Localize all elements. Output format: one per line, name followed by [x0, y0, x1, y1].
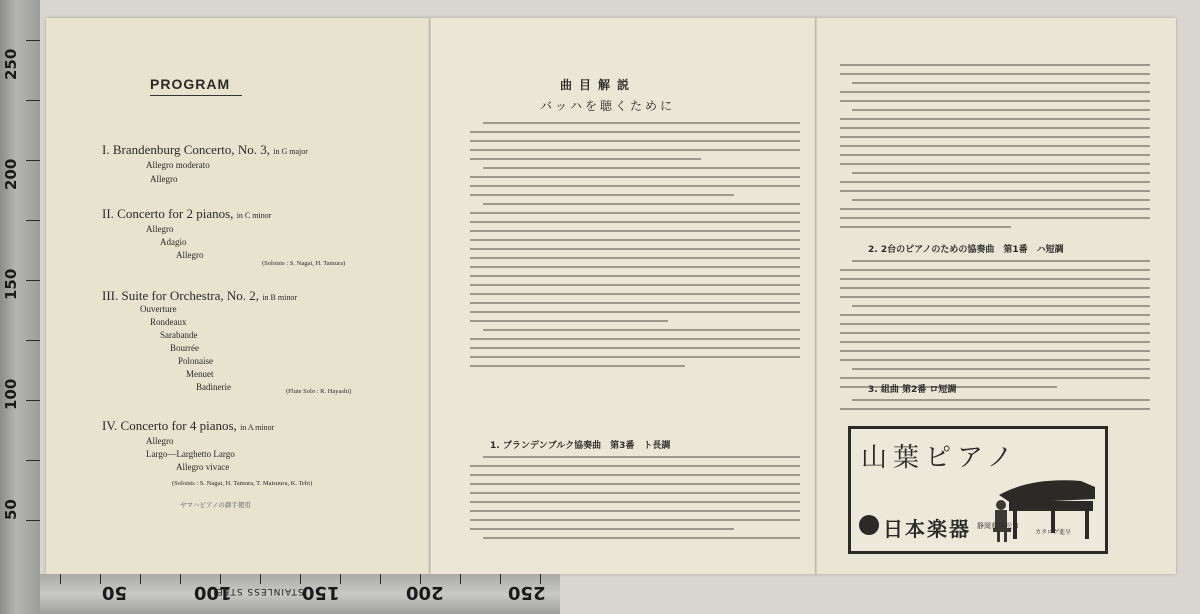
ruler-tick	[26, 340, 40, 341]
title-underline	[150, 95, 242, 96]
ruler-tick	[26, 460, 40, 461]
movement: Largo—Larghetto Largo	[146, 449, 235, 459]
performers: (Soloists : S. Nagai, H. Tamura)	[262, 260, 346, 267]
ruler-number: 150	[2, 268, 20, 300]
ruler-tick	[260, 574, 261, 584]
ruler-number: 100	[2, 378, 20, 410]
piano-advertisement	[848, 426, 1108, 554]
notes-title: 曲目解説	[560, 78, 637, 92]
item-key: in C minor	[236, 211, 272, 220]
movement: Rondeaux	[150, 317, 187, 327]
movement: Menuet	[186, 369, 214, 379]
ruler-tick	[300, 574, 301, 584]
continued-text	[840, 64, 1150, 235]
ruler-tick	[180, 574, 181, 584]
item-number: II.	[102, 206, 114, 221]
ad-address: 静岡県浜松市	[977, 522, 1019, 530]
ruler-tick	[500, 574, 501, 584]
ruler-tick	[26, 520, 40, 521]
vertical-ruler	[0, 0, 40, 614]
item-key: in B minor	[262, 293, 297, 302]
item-title: Concerto for 4 pianos,	[120, 418, 237, 433]
item-number: III.	[102, 288, 119, 303]
horizontal-ruler	[40, 574, 560, 614]
movement: Allegro	[150, 174, 178, 184]
section-1-text	[470, 456, 800, 546]
ruler-tick	[26, 100, 40, 101]
ruler-number: 50	[102, 582, 128, 603]
item-title: Concerto for 2 pianos,	[117, 206, 234, 221]
program-title: PROGRAM	[150, 76, 231, 92]
ruler-tick	[380, 574, 381, 584]
ad-catalog-note: カタログ進呈	[1035, 529, 1072, 536]
notes-subtitle: バッハを聴くために	[540, 99, 676, 113]
ruler-tick	[460, 574, 461, 584]
ruler-tick	[26, 400, 40, 401]
ruler-tick	[140, 574, 141, 584]
movement: Allegro	[146, 436, 174, 446]
movement: Sarabande	[160, 330, 198, 340]
ruler-tick	[100, 574, 101, 584]
item-key: in A minor	[240, 423, 275, 432]
performers: (Flute Solo : R. Hayashi)	[286, 388, 352, 395]
section-2-text	[840, 260, 1150, 395]
ruler-tick	[26, 280, 40, 281]
ruler-number: 150	[302, 582, 340, 603]
ruler-number: 250	[2, 48, 20, 80]
ruler-number: 100	[194, 582, 232, 603]
ruler-tick	[340, 574, 341, 584]
section-heading-2: 2. 2台のピアノのための協奏曲 第1番 ハ短調	[868, 245, 1064, 255]
program-item-1	[102, 142, 308, 158]
ruler-number: 250	[508, 582, 546, 603]
item-title: Suite for Orchestra, No. 2,	[121, 288, 260, 303]
item-title: Brandenburg Concerto, No. 3,	[112, 142, 271, 157]
yamaha-logo-icon	[859, 515, 879, 535]
movement: Badinerie	[196, 382, 231, 392]
item-key: in G major	[273, 147, 308, 156]
movement: Bourrée	[170, 343, 199, 353]
movement: Allegro vivace	[176, 462, 230, 472]
ruler-tick	[26, 220, 40, 221]
notes-body-text	[470, 122, 800, 374]
ad-title: 山葉ピアノ	[861, 443, 1019, 473]
ruler-number: 50	[2, 499, 20, 520]
item-number: IV.	[102, 418, 118, 433]
ruler-tick	[60, 574, 61, 584]
footer-note: ヤマハピアノの御手使用	[180, 502, 251, 509]
section-heading-3: 3. 組曲 第2番 ロ短調	[868, 385, 957, 395]
movement: Allegro	[146, 224, 174, 234]
ruler-tick	[26, 160, 40, 161]
page-fold	[429, 18, 431, 574]
program-item-4	[102, 418, 274, 434]
item-number: I.	[102, 142, 110, 157]
movement: Adagio	[160, 237, 187, 247]
performers: (Soloists : S. Nagai, H. Tamura, T. Matsuura, K. Tebi)	[172, 480, 313, 487]
ruler-number: 200	[2, 158, 20, 190]
movement: Allegro	[176, 250, 204, 260]
ad-brand: 日本楽器	[883, 517, 971, 541]
ruler-tick	[26, 40, 40, 41]
movement: Ouverture	[140, 304, 177, 314]
page-fold	[815, 18, 817, 574]
section-3-text	[840, 399, 1150, 417]
program-item-2	[102, 206, 271, 222]
movement: Polonaise	[178, 356, 213, 366]
movement: Allegro moderato	[146, 160, 210, 170]
ruler-brand: STAINLESS STEEL	[210, 586, 304, 596]
program-item-3	[102, 288, 297, 304]
ruler-number: 200	[406, 582, 444, 603]
section-heading-1: 1. ブランデンブルク協奏曲 第3番 ト長調	[490, 441, 671, 451]
